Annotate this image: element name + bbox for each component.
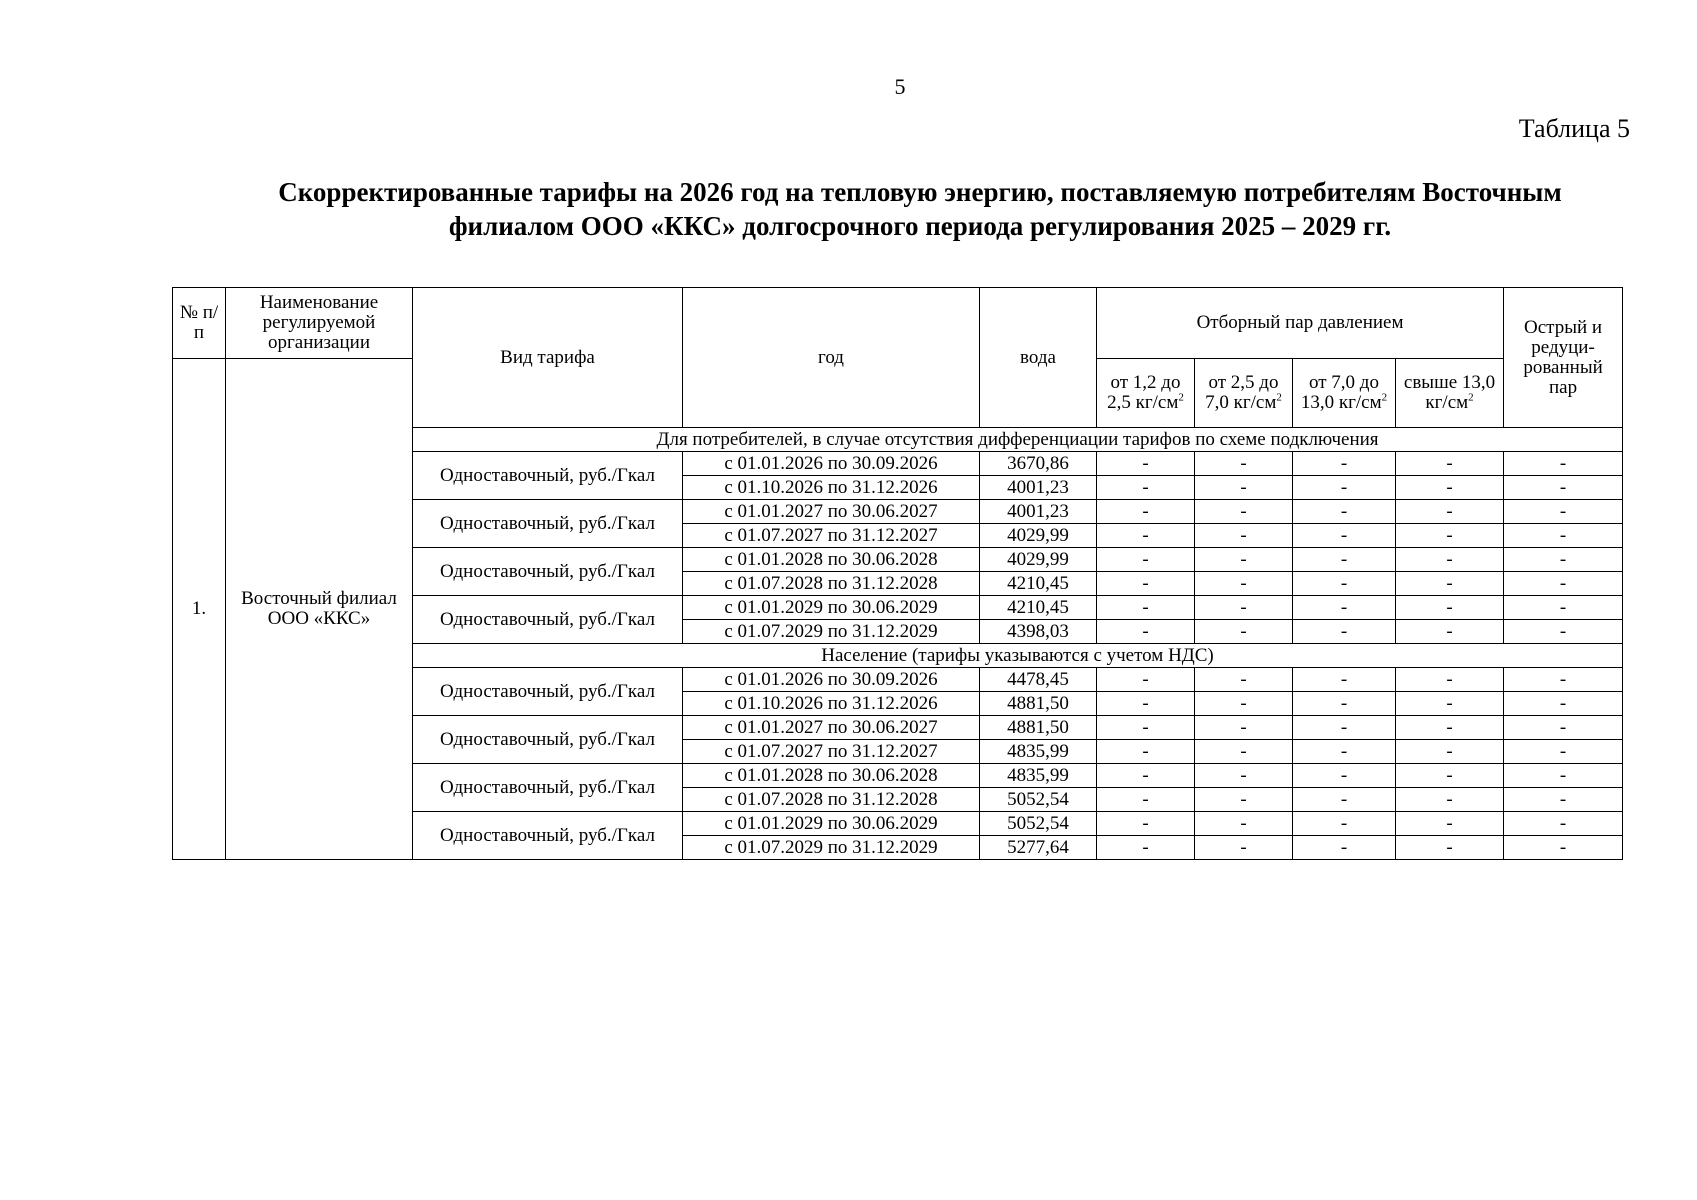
steam-tariff-cell: - bbox=[1097, 740, 1195, 764]
sharp-steam-cell: - bbox=[1504, 836, 1623, 860]
water-tariff-cell: 5277,64 bbox=[980, 836, 1097, 860]
water-tariff-cell: 4835,99 bbox=[980, 764, 1097, 788]
title-line-2: филиалом ООО «ККС» долгосрочного периода регулирования 2025 – 2029 гг. bbox=[448, 211, 1392, 241]
period-cell: с 01.07.2027 по 31.12.2027 bbox=[683, 740, 980, 764]
steam-tariff-cell: - bbox=[1195, 572, 1293, 596]
tariff-type: Одноставочный, руб./Гкал bbox=[413, 596, 683, 644]
tariff-type: Одноставочный, руб./Гкал bbox=[413, 548, 683, 596]
tariff-table bbox=[172, 287, 1623, 860]
period-cell: с 01.01.2026 по 30.09.2026 bbox=[683, 452, 980, 476]
steam-tariff-cell: - bbox=[1396, 476, 1504, 500]
steam-tariff-cell: - bbox=[1195, 548, 1293, 572]
section-title: Для потребителей, в случае отсутствия дифференциации тарифов по схеме подключения bbox=[413, 428, 1623, 452]
water-tariff-cell: 4210,45 bbox=[980, 596, 1097, 620]
page-number: 5 bbox=[894, 74, 906, 99]
steam-tariff-cell: - bbox=[1396, 668, 1504, 692]
steam-tariff-cell: - bbox=[1097, 764, 1195, 788]
sharp-steam-cell: - bbox=[1504, 620, 1623, 644]
steam-tariff-cell: - bbox=[1097, 476, 1195, 500]
steam-tariff-cell: - bbox=[1293, 524, 1396, 548]
water-tariff-cell: 5052,54 bbox=[980, 812, 1097, 836]
steam-tariff-cell: - bbox=[1195, 788, 1293, 812]
steam-tariff-cell: - bbox=[1097, 572, 1195, 596]
period-cell: с 01.01.2029 по 30.06.2029 bbox=[683, 812, 980, 836]
tariff-type: Одноставочный, руб./Гкал bbox=[413, 716, 683, 764]
steam-tariff-cell: - bbox=[1396, 812, 1504, 836]
org-name: Восточный филиал ООО «ККС» bbox=[226, 359, 413, 860]
sharp-steam-cell: - bbox=[1504, 596, 1623, 620]
period-cell: с 01.10.2026 по 31.12.2026 bbox=[683, 692, 980, 716]
steam-tariff-cell: - bbox=[1396, 620, 1504, 644]
steam-tariff-cell: - bbox=[1293, 812, 1396, 836]
sharp-steam-cell: - bbox=[1504, 764, 1623, 788]
tariff-type: Одноставочный, руб./Гкал bbox=[413, 812, 683, 860]
steam-tariff-cell: - bbox=[1293, 452, 1396, 476]
steam-tariff-cell: - bbox=[1396, 572, 1504, 596]
header-tariff-type: Вид тарифа bbox=[413, 288, 683, 428]
period-cell: с 01.07.2029 по 31.12.2029 bbox=[683, 620, 980, 644]
steam-tariff-cell: - bbox=[1396, 740, 1504, 764]
steam-tariff-cell: - bbox=[1097, 500, 1195, 524]
sharp-steam-cell: - bbox=[1504, 572, 1623, 596]
period-cell: с 01.01.2028 по 30.06.2028 bbox=[683, 548, 980, 572]
tariff-type: Одноставочный, руб./Гкал bbox=[413, 764, 683, 812]
steam-tariff-cell: - bbox=[1293, 740, 1396, 764]
water-tariff-cell: 5052,54 bbox=[980, 788, 1097, 812]
steam-tariff-cell: - bbox=[1097, 836, 1195, 860]
steam-tariff-cell: - bbox=[1195, 476, 1293, 500]
steam-tariff-cell: - bbox=[1293, 548, 1396, 572]
steam-tariff-cell: - bbox=[1195, 452, 1293, 476]
steam-tariff-cell: - bbox=[1097, 452, 1195, 476]
steam-tariff-cell: - bbox=[1396, 836, 1504, 860]
sharp-steam-cell: - bbox=[1504, 692, 1623, 716]
period-cell: с 01.10.2026 по 31.12.2026 bbox=[683, 476, 980, 500]
period-cell: с 01.01.2028 по 30.06.2028 bbox=[683, 764, 980, 788]
steam-tariff-cell: - bbox=[1396, 596, 1504, 620]
steam-tariff-cell: - bbox=[1195, 668, 1293, 692]
steam-tariff-cell: - bbox=[1396, 452, 1504, 476]
steam-tariff-cell: - bbox=[1195, 740, 1293, 764]
steam-tariff-cell: - bbox=[1293, 500, 1396, 524]
steam-tariff-cell: - bbox=[1097, 620, 1195, 644]
sharp-steam-cell: - bbox=[1504, 788, 1623, 812]
steam-tariff-cell: - bbox=[1293, 788, 1396, 812]
water-tariff-cell: 4881,50 bbox=[980, 692, 1097, 716]
steam-tariff-cell: - bbox=[1293, 836, 1396, 860]
steam-tariff-cell: - bbox=[1097, 788, 1195, 812]
table-label: Таблица 5 bbox=[1518, 114, 1630, 143]
water-tariff-cell: 4398,03 bbox=[980, 620, 1097, 644]
title-line-1: Скорректированные тарифы на 2026 год на тепловую энергию, поставляемую потребителям Восточным bbox=[278, 177, 1562, 207]
steam-tariff-cell: - bbox=[1293, 716, 1396, 740]
sharp-steam-cell: - bbox=[1504, 548, 1623, 572]
sharp-steam-cell: - bbox=[1504, 524, 1623, 548]
water-tariff-cell: 4029,99 bbox=[980, 548, 1097, 572]
water-tariff-cell: 4835,99 bbox=[980, 740, 1097, 764]
header-num: № п/п bbox=[173, 288, 226, 359]
steam-tariff-cell: - bbox=[1195, 812, 1293, 836]
water-tariff-cell: 4001,23 bbox=[980, 500, 1097, 524]
header-row-1 bbox=[173, 288, 1623, 359]
header-steam-group: Отборный пар давлением bbox=[1097, 288, 1504, 359]
steam-tariff-cell: - bbox=[1396, 548, 1504, 572]
steam-tariff-cell: - bbox=[1293, 668, 1396, 692]
header-steam-3: от 7,0 до 13,0 $кг/см^2$ bbox=[1293, 359, 1396, 428]
steam-tariff-cell: - bbox=[1195, 596, 1293, 620]
steam-tariff-cell: - bbox=[1293, 596, 1396, 620]
water-tariff-cell: 3670,86 bbox=[980, 452, 1097, 476]
steam-tariff-cell: - bbox=[1097, 524, 1195, 548]
header-year: год bbox=[683, 288, 980, 428]
sharp-steam-cell: - bbox=[1504, 500, 1623, 524]
tariff-type: Одноставочный, руб./Гкал bbox=[413, 668, 683, 716]
steam-tariff-cell: - bbox=[1195, 764, 1293, 788]
steam-tariff-cell: - bbox=[1097, 692, 1195, 716]
steam-tariff-cell: - bbox=[1396, 524, 1504, 548]
steam-tariff-cell: - bbox=[1396, 788, 1504, 812]
steam-tariff-cell: - bbox=[1195, 716, 1293, 740]
period-cell: с 01.01.2027 по 30.06.2027 bbox=[683, 500, 980, 524]
steam-tariff-cell: - bbox=[1396, 692, 1504, 716]
sharp-steam-cell: - bbox=[1504, 668, 1623, 692]
sharp-steam-cell: - bbox=[1504, 740, 1623, 764]
period-cell: с 01.01.2027 по 30.06.2027 bbox=[683, 716, 980, 740]
steam-tariff-cell: - bbox=[1195, 500, 1293, 524]
steam-tariff-cell: - bbox=[1195, 692, 1293, 716]
sharp-steam-cell: - bbox=[1504, 812, 1623, 836]
steam-tariff-cell: - bbox=[1293, 572, 1396, 596]
steam-tariff-cell: - bbox=[1097, 716, 1195, 740]
row-number: 1. bbox=[173, 359, 226, 860]
tariff-type: Одноставочный, руб./Гкал bbox=[413, 452, 683, 500]
water-tariff-cell: 4478,45 bbox=[980, 668, 1097, 692]
period-cell: с 01.07.2027 по 31.12.2027 bbox=[683, 524, 980, 548]
steam-tariff-cell: - bbox=[1396, 500, 1504, 524]
steam-tariff-cell: - bbox=[1396, 764, 1504, 788]
header-steam-4: свыше 13,0 $кг/см^2$ bbox=[1396, 359, 1504, 428]
steam-tariff-cell: - bbox=[1396, 716, 1504, 740]
steam-tariff-cell: - bbox=[1293, 692, 1396, 716]
header-sharp-steam: Острый и редуци-рованный пар bbox=[1504, 288, 1623, 428]
steam-tariff-cell: - bbox=[1097, 812, 1195, 836]
steam-tariff-cell: - bbox=[1195, 620, 1293, 644]
steam-tariff-cell: - bbox=[1293, 764, 1396, 788]
water-tariff-cell: 4001,23 bbox=[980, 476, 1097, 500]
header-steam-2: от 2,5 до 7,0 $кг/см^2$ bbox=[1195, 359, 1293, 428]
section-title: Население (тарифы указываются с учетом НДС) bbox=[413, 644, 1623, 668]
tariff-type: Одноставочный, руб./Гкал bbox=[413, 500, 683, 548]
steam-tariff-cell: - bbox=[1195, 836, 1293, 860]
period-cell: с 01.07.2028 по 31.12.2028 bbox=[683, 788, 980, 812]
steam-tariff-cell: - bbox=[1195, 524, 1293, 548]
sharp-steam-cell: - bbox=[1504, 716, 1623, 740]
sharp-steam-cell: - bbox=[1504, 452, 1623, 476]
steam-tariff-cell: - bbox=[1097, 596, 1195, 620]
period-cell: с 01.01.2029 по 30.06.2029 bbox=[683, 596, 980, 620]
sharp-steam-cell: - bbox=[1504, 476, 1623, 500]
steam-tariff-cell: - bbox=[1097, 668, 1195, 692]
period-cell: с 01.07.2028 по 31.12.2028 bbox=[683, 572, 980, 596]
steam-tariff-cell: - bbox=[1293, 476, 1396, 500]
steam-tariff-cell: - bbox=[1097, 548, 1195, 572]
water-tariff-cell: 4210,45 bbox=[980, 572, 1097, 596]
water-tariff-cell: 4881,50 bbox=[980, 716, 1097, 740]
header-water: вода bbox=[980, 288, 1097, 428]
water-tariff-cell: 4029,99 bbox=[980, 524, 1097, 548]
period-cell: с 01.01.2026 по 30.09.2026 bbox=[683, 668, 980, 692]
header-org: Наименование регулируемой организации bbox=[226, 288, 413, 359]
steam-tariff-cell: - bbox=[1293, 620, 1396, 644]
period-cell: с 01.07.2029 по 31.12.2029 bbox=[683, 836, 980, 860]
document-title bbox=[170, 175, 1670, 243]
header-steam-1: от 1,2 до 2,5 $кг/см^2$ bbox=[1097, 359, 1195, 428]
